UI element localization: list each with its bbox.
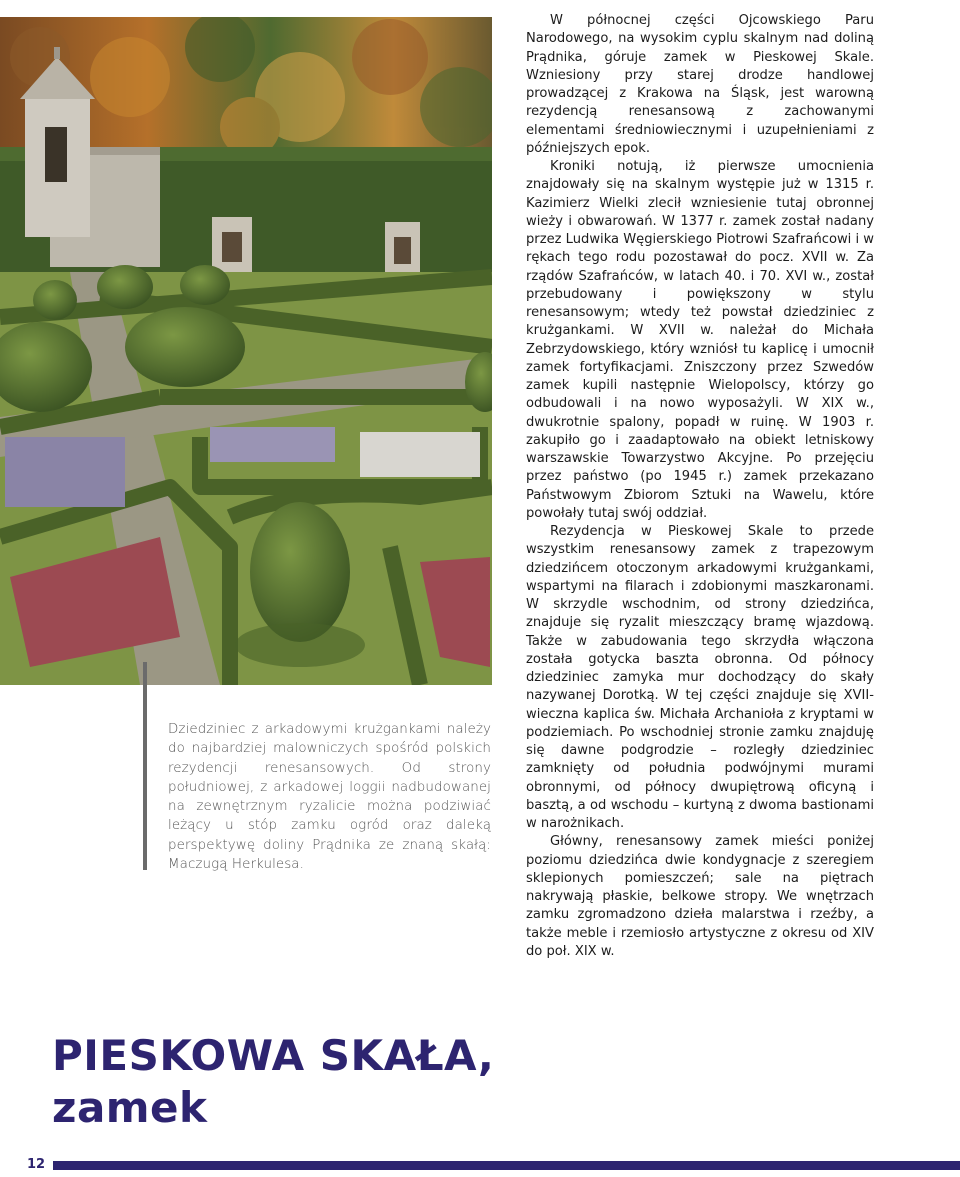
article-paragraph-2: Kroniki notują, iż pierwsze umocnienia znajdowały się na skalnym występie już w 1315 r. Kazimierz Wielki zlecił wzniesienie tutaj obronnej wieży i obwarowań. W 1377 r. zamek został nadany przez Ludwika Węgierskiego Piotrowi Szafrańcowi i w rękach tego rodu pozostawał do pocz. XVII w. Za rządów Szafrańców, w latach 40. i 70. XVI w., został przebudowany i powiększony w stylu renesansowym; wtedy też powstał dziedziniec z krużgankami. W XVII w. należał do Michała Zebrzydowskiego, który wzniósł tu kaplicę i umocnił zamek fortyfikacjami. Zniszczony przez Szwedów zamek kupili następnie Wielopolscy, którzy go odbudowali i na nowo wyposażyli. W XIX w., dwukrotnie spalony, popadł w ruinę. W 1903 r. zakupiło go i zaadaptowało na obiekt letniskowy warszawskie Towarzystwo Akcyjne. Po przejęciu przez państwo (po 1945 r.) zamek przekazano Państwowym Zbiorom Sztuki na Wawelu, które powołały tutaj swój oddział. — [526, 159, 874, 521]
article-paragraph-1: W północnej części Ojcowskiego Paru Narodowego, na wysokim cyplu skalnym nad doliną Prądnika, góruje zamek w Pieskowej Skale. Wzniesiony przy starej drodze handlowej prowadzącej z Krakowa na Śląsk, jest warowną rezydencją renesansową z zachowanymi elementami średniowiecznymi i uzupełnieniami z późniejszych epok. — [526, 13, 874, 156]
photo-caption: Dziedziniec z arkadowymi krużgankami należy do najbardziej malowniczych spośród polskich rezydencji renesansowych. Od strony południowej, z arkadowej loggii nadbudowanej na zewnętrznym ryzalicie można podziwiać leżący u stóp zamku ogród oraz daleką perspektywę doliny Prądnika ze znaną skałą: Maczugą Herkulesa. — [168, 722, 491, 873]
garden-photo — [0, 17, 492, 685]
garden-photo-illustration — [0, 17, 492, 685]
caption-accent-bar — [143, 662, 147, 870]
footer-bar — [53, 1161, 960, 1170]
page-title — [52, 1030, 494, 1134]
page-title-line-1: PIESKOWA SKAŁA, — [52, 1031, 495, 1080]
page-number: 12 — [27, 1157, 46, 1172]
article-paragraph-3: Rezydencja w Pieskowej Skale to przede wszystkim renesansowy zamek z trapezowym dziedzińcem otoczonym arkadowymi krużgankami, wspartymi na filarach i zdobionymi maszkaronami. W skrzydle wschodnim, od strony dziedzińca, znajduje się ryzalit mieszczący bramę wjazdową. Także w zabudowania tego skrzydła włączona została gotycka baszta obronna. Od północy dziedziniec zamyka mur dochodzący do skały nazywanej Dorotką. W tej części znajduje się XVII-wieczna kaplica św. Michała Archanioła z kryptami w podziemiach. Po wschodniej stronie zamku znajduję się dawne podgrodzie – rozległy dziedziniec zamknięty od południa podwójnymi murami obronnymi, od północy dwupiętrową oficyną i basztą, a od wschodu – kurtyną z dwoma bastionami w narożnikach. — [526, 524, 874, 831]
page-title-line-2: zamek — [52, 1083, 208, 1132]
article-body — [526, 12, 874, 961]
article-paragraph-4: Główny, renesansowy zamek mieści poniżej poziomu dziedzińca dwie kondygnacje z szeregiem sklepionych pomieszczeń; sale na piętrach nakrywają płaskie, belkowe stropy. We wnętrzach zamku zgromadzono dzieła malarstwa i rzeźby, a także meble i rzemiosło artystyczne z okresu od XIV do poł. XIX w. — [526, 834, 874, 959]
